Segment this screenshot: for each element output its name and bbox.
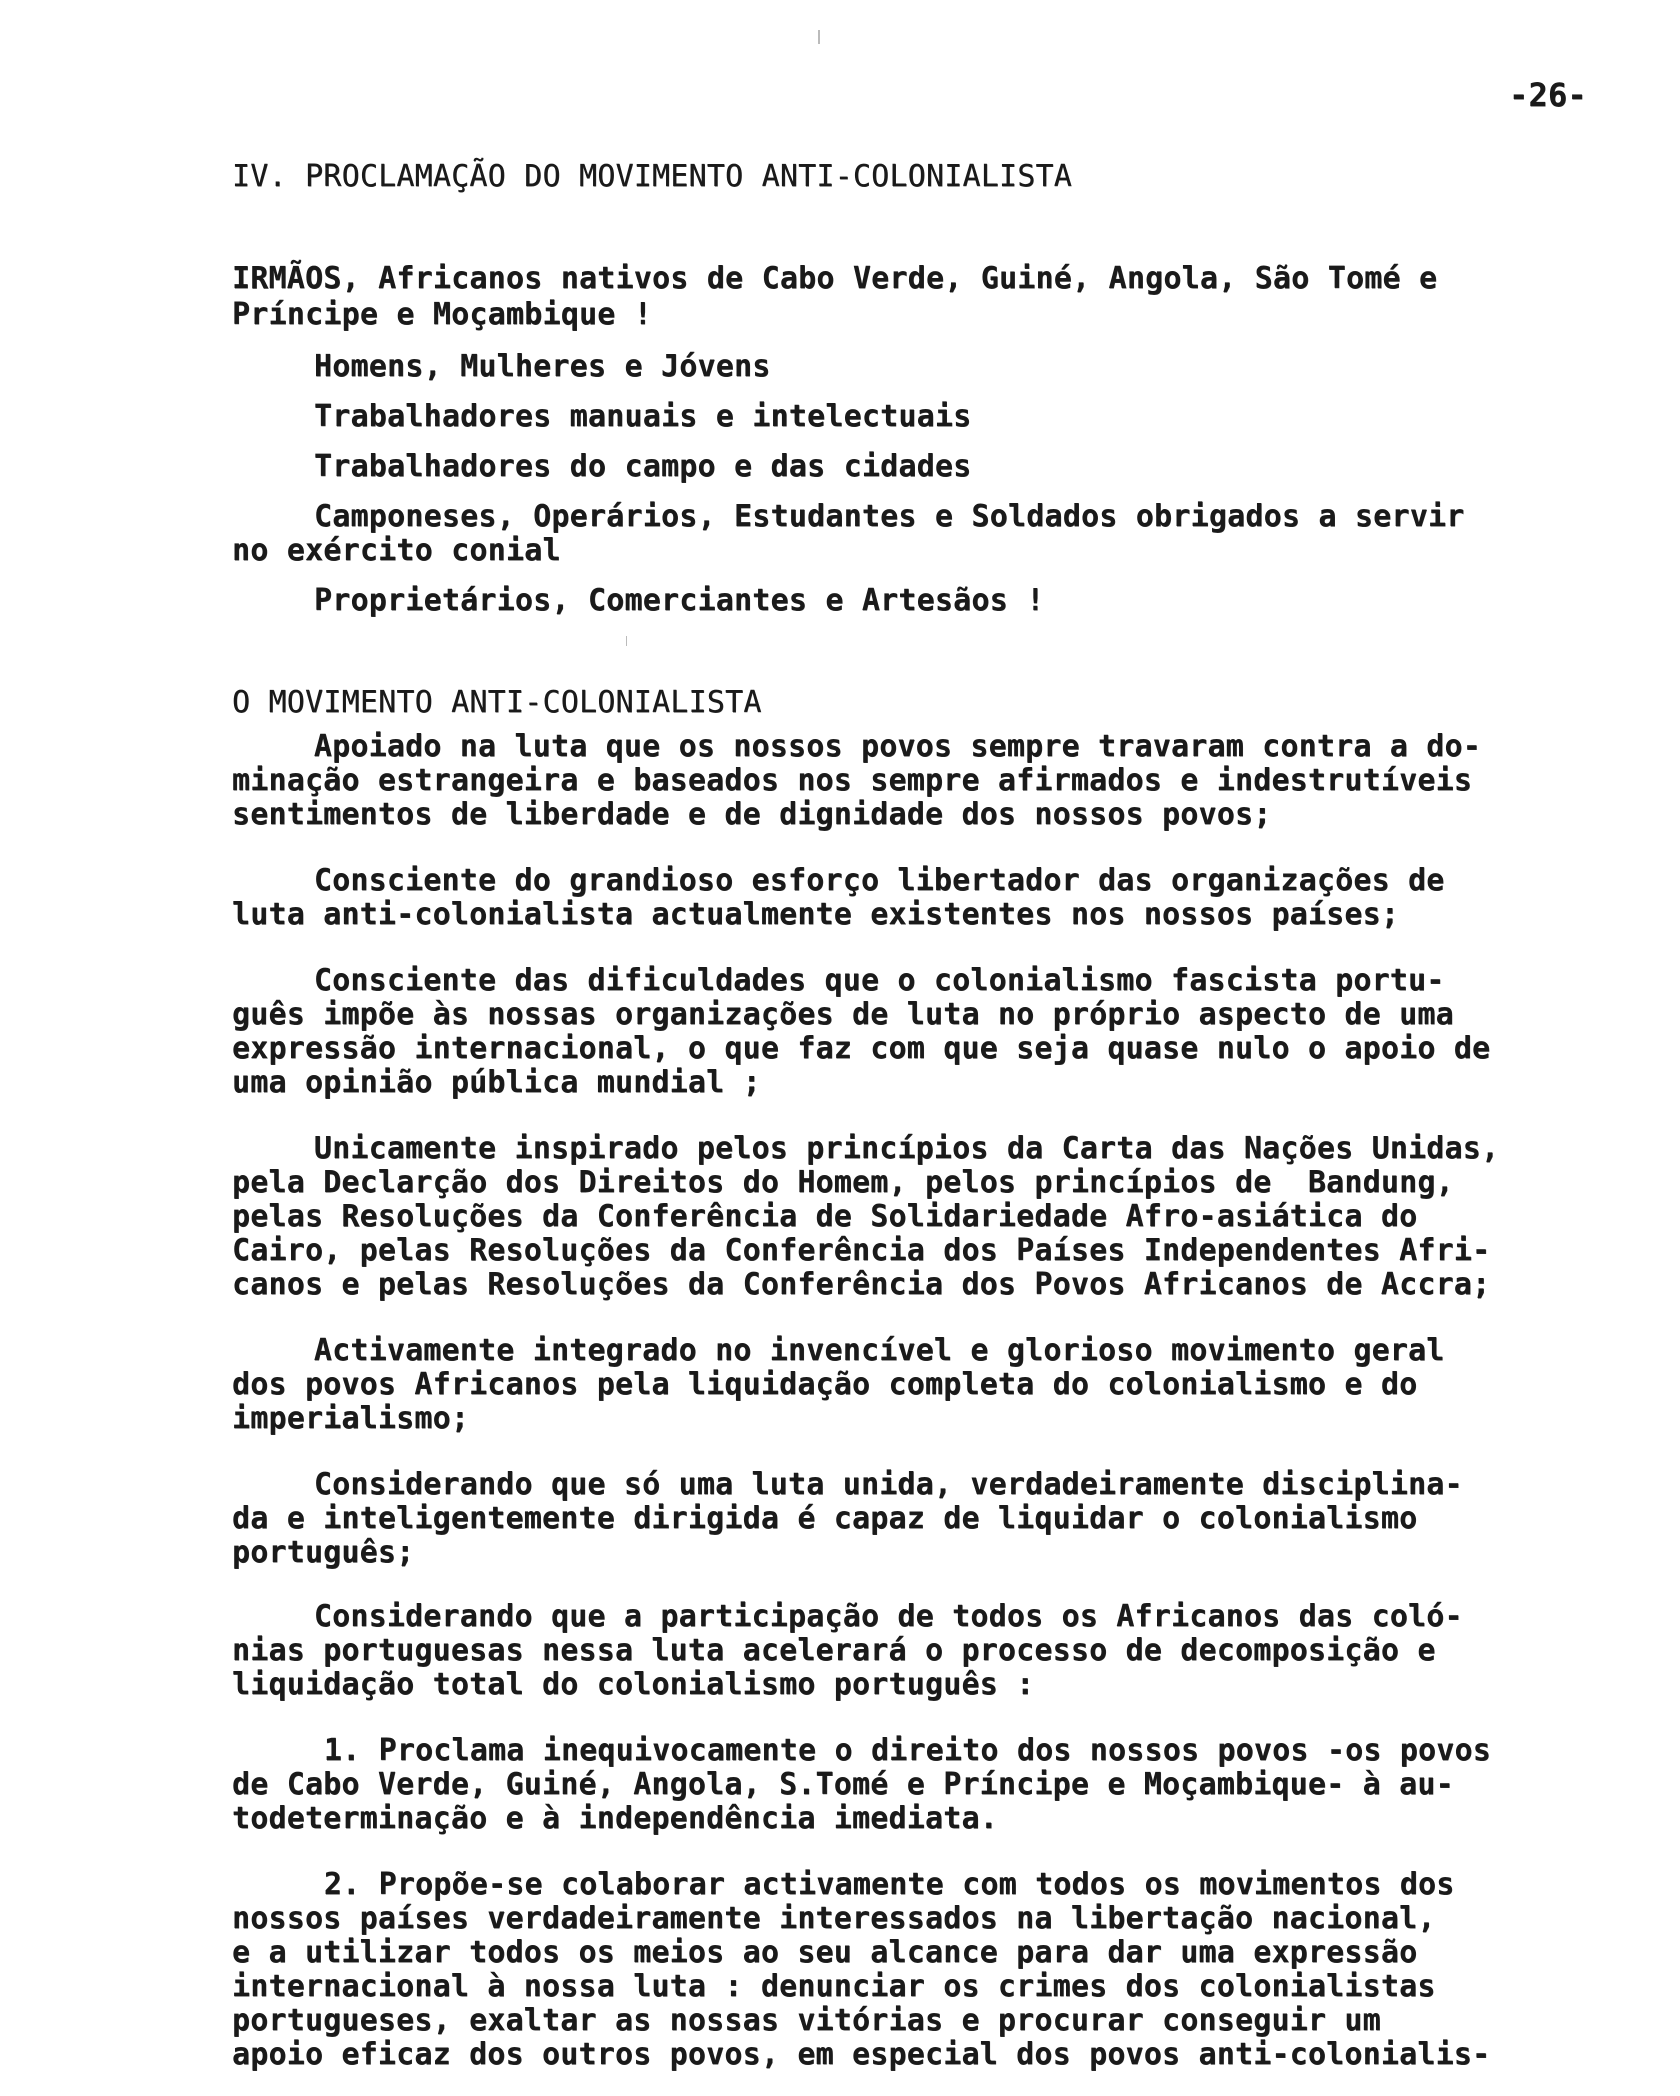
paragraph-line: apoio eficaz dos outros povos, em especial dos povos anti-colonialis-	[232, 2037, 1491, 2072]
movement-heading: O MOVIMENTO ANTI-COLONIALISTA	[232, 685, 762, 720]
paragraph	[232, 864, 1652, 932]
paragraph-line: sentimentos de liberdade e de dignidade dos nossos povos;	[232, 797, 1272, 832]
paragraph	[232, 1468, 1652, 1570]
paragraph-line: liquidação total do colonialismo português :	[232, 1667, 1035, 1702]
paragraph-line: Unicamente inspirado pelos princípios da Carta das Nações Unidas,	[313, 1131, 1500, 1166]
paragraph-line: Consciente das dificuldades que o colonialismo fascista portu-	[313, 963, 1445, 998]
paragraph-line: uma opinião pública mundial ;	[232, 1065, 761, 1100]
paragraph-line: expressão internacional, o que faz com que seja quase nulo o apoio de	[232, 1031, 1491, 1066]
paragraph-line: canos e pelas Resoluções da Conferência dos Povos Africanos de Accra;	[232, 1267, 1491, 1302]
paragraph-line: internacional à nossa luta : denunciar os crimes dos colonialistas	[232, 1969, 1436, 2004]
paragraph-line: portugueses, exaltar as nossas vitórias e procurar conseguir um	[232, 2003, 1381, 2038]
paragraph-line: e a utilizar todos os meios ao seu alcance para dar uma expressão	[232, 1935, 1418, 1970]
paragraph-line: de Cabo Verde, Guiné, Angola, S.Tomé e Príncipe e Moçambique- à au-	[232, 1767, 1454, 1802]
paragraph-line: dos povos Africanos pela liquidação completa do colonialismo e do	[232, 1367, 1418, 1402]
address-group: Camponeses, Operários, Estudantes e Soldados obrigados a servir	[314, 499, 1465, 534]
paragraph-line: 1. Proclama inequivocamente o direito dos nossos povos -os povos	[323, 1733, 1491, 1768]
paragraph-line: guês impõe às nossas organizações de luta no próprio aspecto de uma	[232, 997, 1454, 1032]
address-line-2: Príncipe e Moçambique !	[232, 297, 653, 332]
paragraph-line: pelas Resoluções da Conferência de Solidariedade Afro-asiática do	[232, 1199, 1418, 1234]
paragraph-line: Apoiado na luta que os nossos povos sempre travaram contra a do-	[313, 729, 1481, 764]
paragraph	[232, 964, 1652, 1100]
address-group: Trabalhadores do campo e das cidades	[314, 449, 972, 484]
paragraph-line: português;	[232, 1535, 415, 1570]
paragraph-line: Activamente integrado no invencível e glorioso movimento geral	[313, 1333, 1445, 1368]
paragraph-line: 2. Propõe-se colaborar activamente com todos os movimentos dos	[323, 1867, 1455, 1902]
scan-speck	[626, 636, 627, 646]
address-group: Proprietários, Comerciantes e Artesãos !	[314, 583, 1045, 618]
paragraph-line: Consciente do grandioso esforço libertador das organizações de	[313, 863, 1445, 898]
paragraph-line: pela Declarção dos Direitos do Homem, pelos princípios de Bandung,	[232, 1165, 1454, 1200]
address-line-1: IRMÃOS, Africanos nativos de Cabo Verde, Guiné, Angola, São Tomé e	[232, 261, 1438, 296]
paragraph-line: nias portuguesas nessa luta acelerará o processo de decomposição e	[232, 1633, 1436, 1668]
paragraph	[232, 730, 1652, 832]
numbered-paragraph	[232, 1734, 1652, 1836]
paragraph-line: Considerando que a participação de todos os Africanos das coló-	[313, 1599, 1463, 1634]
paragraph-line: minação estrangeira e baseados nos sempre afirmados e indestrutíveis	[232, 763, 1473, 798]
paragraph-line: todeterminação e à independência imediata.	[232, 1801, 998, 1836]
paragraph-line: Considerando que só uma luta unida, verdadeiramente disciplina-	[313, 1467, 1463, 1502]
paragraph-line: Cairo, pelas Resoluções da Conferência dos Países Independentes Afri-	[232, 1233, 1491, 1268]
numbered-paragraph	[232, 1868, 1652, 2072]
paragraph-line: nossos países verdadeiramente interessados na libertação nacional,	[232, 1901, 1436, 1936]
address-group-continuation: no exército conial	[232, 533, 561, 568]
address-group: Trabalhadores manuais e intelectuais	[314, 399, 972, 434]
paragraph-line: luta anti-colonialista actualmente existentes nos nossos países;	[232, 897, 1400, 932]
scan-speck	[818, 30, 820, 44]
section-heading: IV. PROCLAMAÇÃO DO MOVIMENTO ANTI-COLONIALISTA	[232, 159, 1073, 194]
paragraph	[232, 1132, 1652, 1302]
paragraph-line: da e inteligentemente dirigida é capaz de liquidar o colonialismo	[232, 1501, 1418, 1536]
paragraph	[232, 1600, 1652, 1702]
paragraph	[232, 1334, 1652, 1436]
page-number: -26-	[1509, 76, 1587, 114]
paragraph-line: imperialismo;	[232, 1401, 470, 1436]
address-group: Homens, Mulheres e Jóvens	[314, 349, 771, 384]
